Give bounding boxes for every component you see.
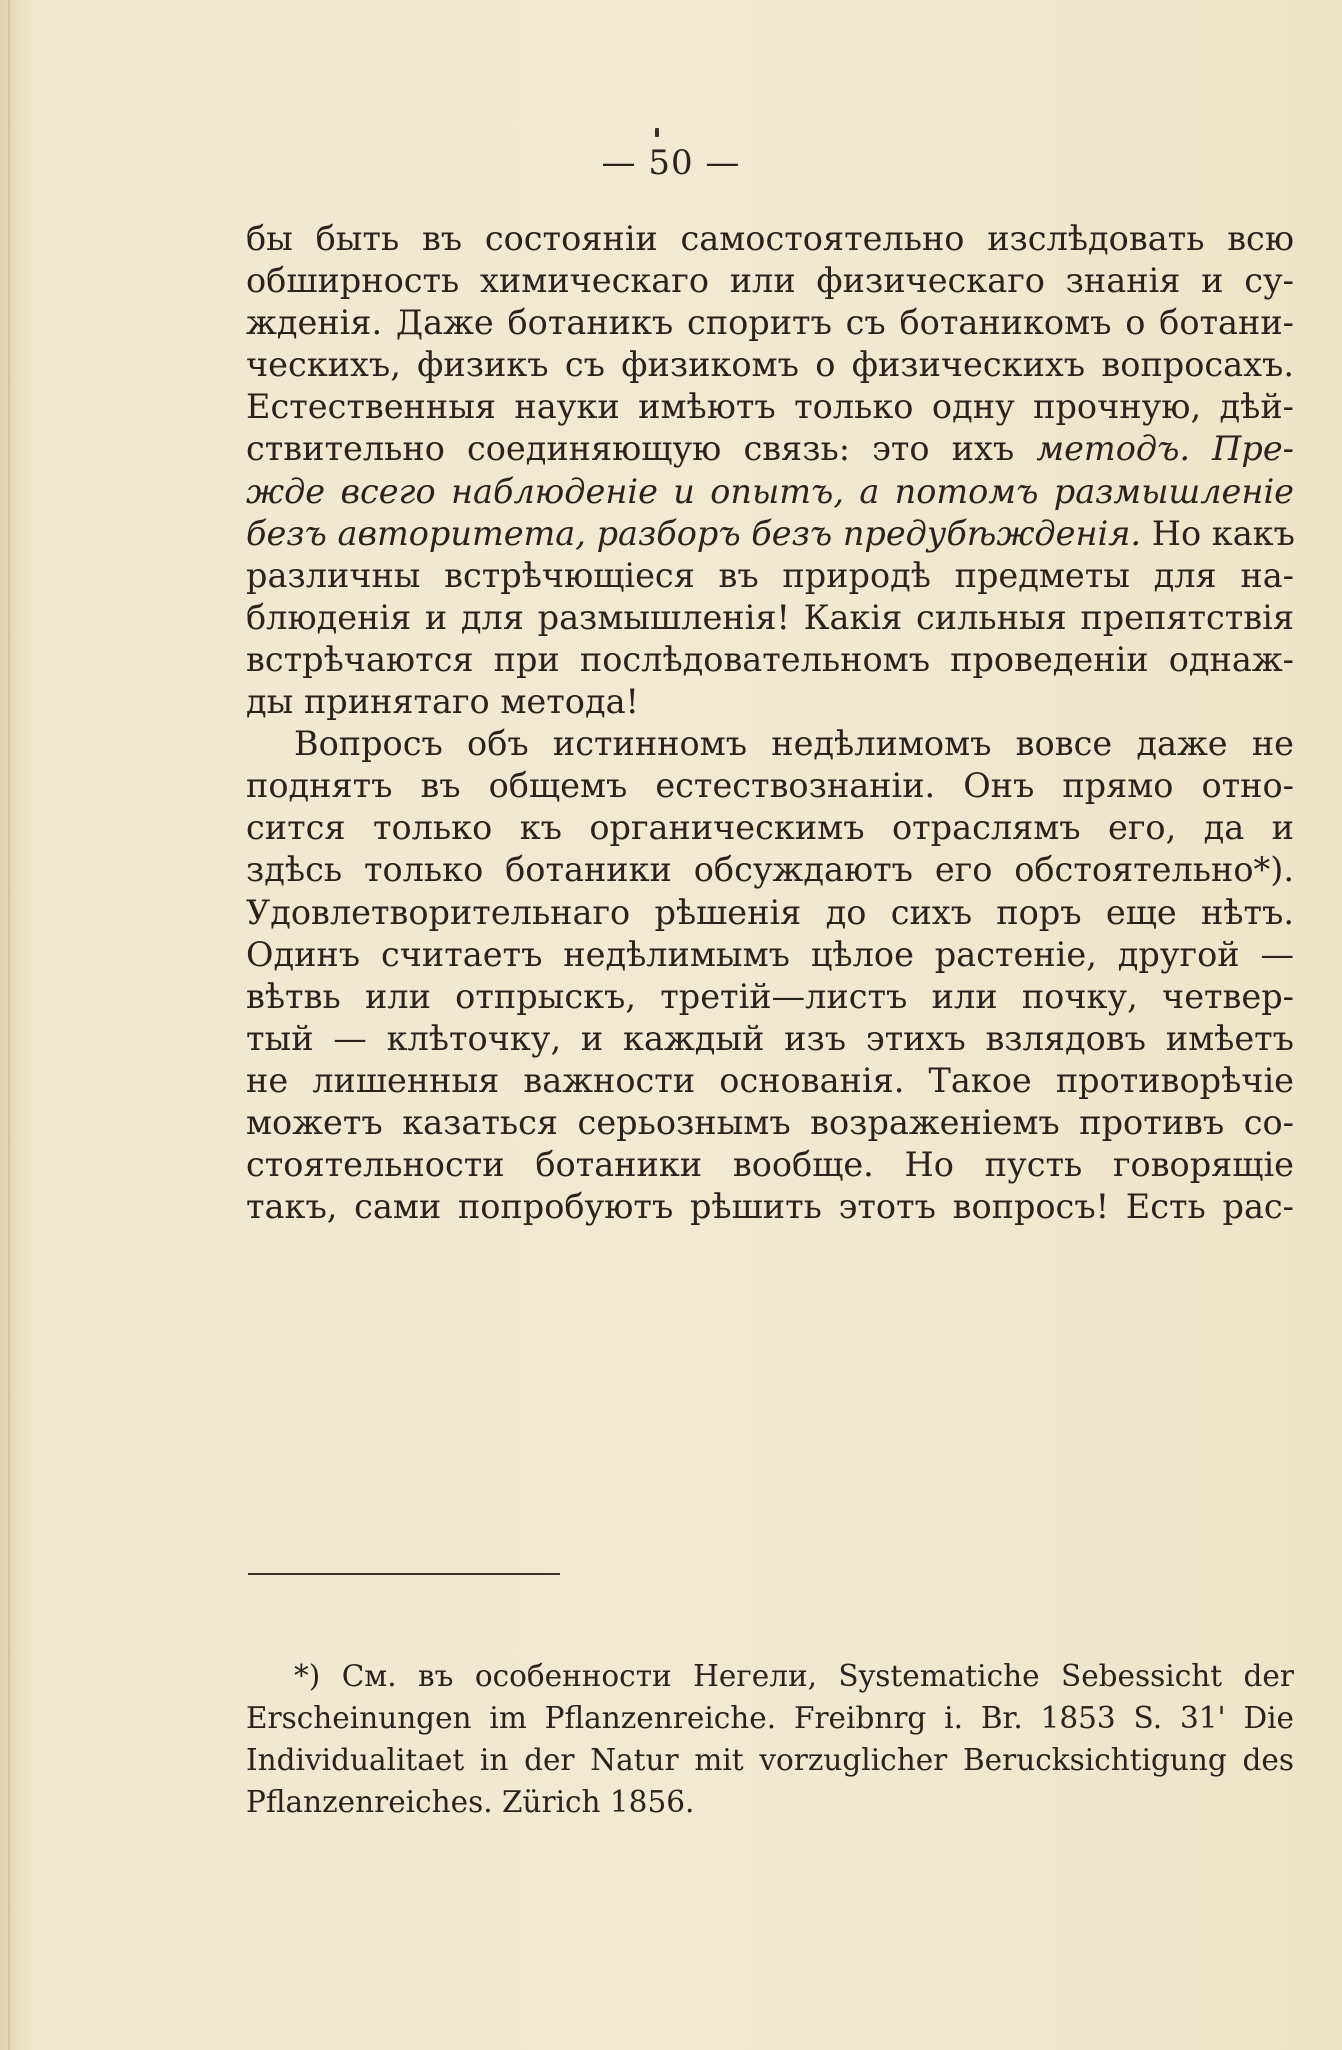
text-line: тый — клѣточку, и каждый изъ этихъ взлядовъ имѣетъ [246,1018,1294,1058]
text-line [246,428,1294,470]
text-line [246,513,1294,555]
text-line: поднятъ въ общемъ естествознанiи. Онъ прямо отно- [246,766,1294,806]
text-line: не лишенныя важности основанiя. Такое противорѣчiе [246,1060,1294,1100]
page-number: — 50 — [601,143,741,183]
text-line: бы быть въ состоянiи самостоятельно изслѣдовать всю [246,219,1294,258]
paragraph-start: Вопросъ объ истинномъ недѣлимомъ вовсе даже не [294,724,1294,764]
footnote-line: Erscheinungen im Pflanzenreiche. Freibnrg i. Br. 1853 S. 31' Die [246,1701,1294,1735]
text-line: различны встрѣчющiеся въ природѣ предметы для на- [246,555,1294,595]
text-line: Естественныя науки имѣютъ только одну прочную, дѣй- [246,387,1294,427]
text-line: вѣтвь или отпрыскъ, третiй—листъ или почку, четвер- [246,976,1294,1016]
text-line: здѣсь только ботаники обсуждаютъ его обстоятельно*). [246,850,1294,890]
text-line: Одинъ считаетъ недѣлимымъ цѣлое растенiе, другой — [246,934,1294,974]
text-line: Удовлетворительнаго рѣшенiя до сихъ поръ еще нѣтъ. [246,892,1294,932]
text-line: обширность химическаго или физическаго знанiя и су- [246,261,1294,301]
text-line: блюденiя и для размышленiя! Какiя сильныя препятствiя [246,597,1294,637]
text-segment: Но какъ [1141,513,1295,553]
text-line: можетъ казаться серьознымъ возраженiемъ противъ со- [246,1102,1294,1142]
footnote [246,1655,1294,1823]
footnote-rule [248,1573,560,1575]
italic-line: жде всего наблюденiе и опытъ, а потомъ размышленiе [246,471,1294,511]
text-line: встрѣчаются при послѣдовательномъ проведенiи однаж- [246,639,1294,679]
page-gutter [8,0,10,2050]
footnote-line: *) См. въ особенности Негели, Systematiche Sebessicht der [294,1659,1294,1693]
text-line: сится только къ органическимъ отраслямъ его, да и [246,808,1294,848]
text-line: ческихъ, физикъ съ физикомъ о физическихъ вопросахъ. [246,345,1294,385]
footnote-line: Individualitaet in der Natur mit vorzuglicher Berucksichtigung des [246,1743,1294,1777]
italic-segment: методъ. Пре- [1036,429,1294,469]
text-line: стоятельности ботаники вообще. Но пусть говорящiе [246,1145,1294,1185]
main-text [246,218,1294,1228]
text-segment: ствительно соединяющую связь: это ихъ [246,429,1037,469]
text-line: такъ, сами попробуютъ рѣшить этотъ вопросъ! Есть рас- [246,1187,1294,1227]
text-line: жденiя. Даже ботаникъ споритъ съ ботаникомъ о ботани- [246,303,1294,343]
text-line: ды принятаго метода! [246,682,640,722]
italic-segment: безъ авторитета, разборъ безъ предубѣжденiя. [246,513,1142,553]
print-mark [655,128,659,137]
footnote-line: Pflanzenreiches. Zürich 1856. [246,1785,695,1819]
